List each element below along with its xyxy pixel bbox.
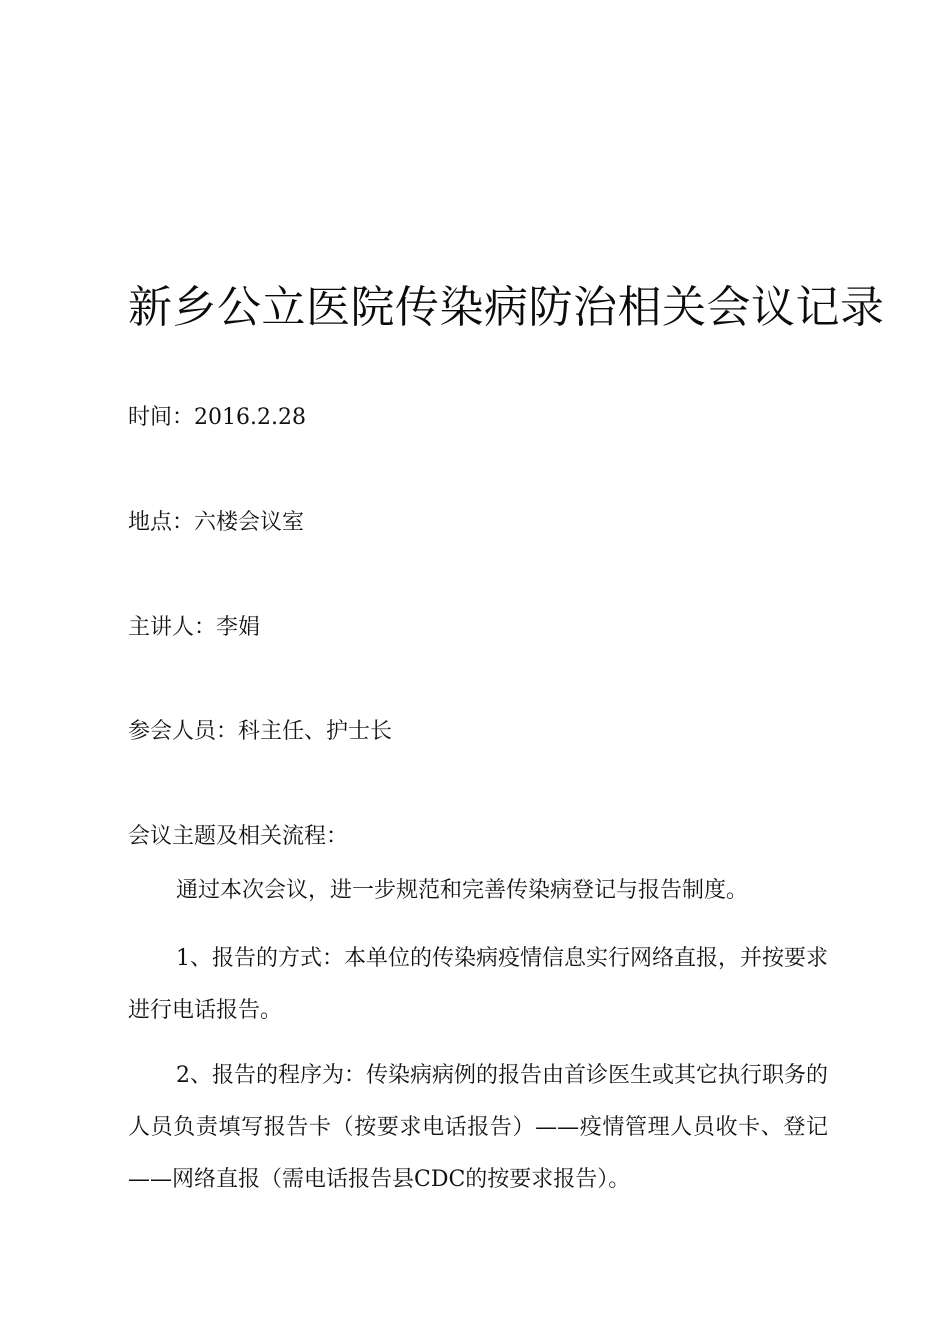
- meeting-time: 时间：2016.2.28: [128, 405, 306, 430]
- meeting-speaker: 主讲人：李娟: [128, 615, 261, 640]
- paragraph-report-method: 1、报告的方式：本单位的传染病疫情信息实行网络直报，并按要求进行电话报告。: [128, 946, 828, 1023]
- paragraph-report-procedure: 2、报告的程序为：传染病病例的报告由首诊医生或其它执行职务的人员负责填写报告卡（按要求电话报告）——疫情管理人员收卡、登记——网络直报（需电话报告县CDC的按要求报告）。: [128, 1063, 828, 1192]
- paragraph-intro: 通过本次会议，进一步规范和完善传染病登记与报告制度。: [176, 878, 749, 903]
- document-title: 新乡公立医院传染病防治相关会议记录: [128, 282, 885, 333]
- meeting-topic-heading: 会议主题及相关流程：: [128, 824, 349, 849]
- meeting-attendees: 参会人员：科主任、护士长: [128, 719, 393, 744]
- meeting-place: 地点：六楼会议室: [128, 510, 305, 535]
